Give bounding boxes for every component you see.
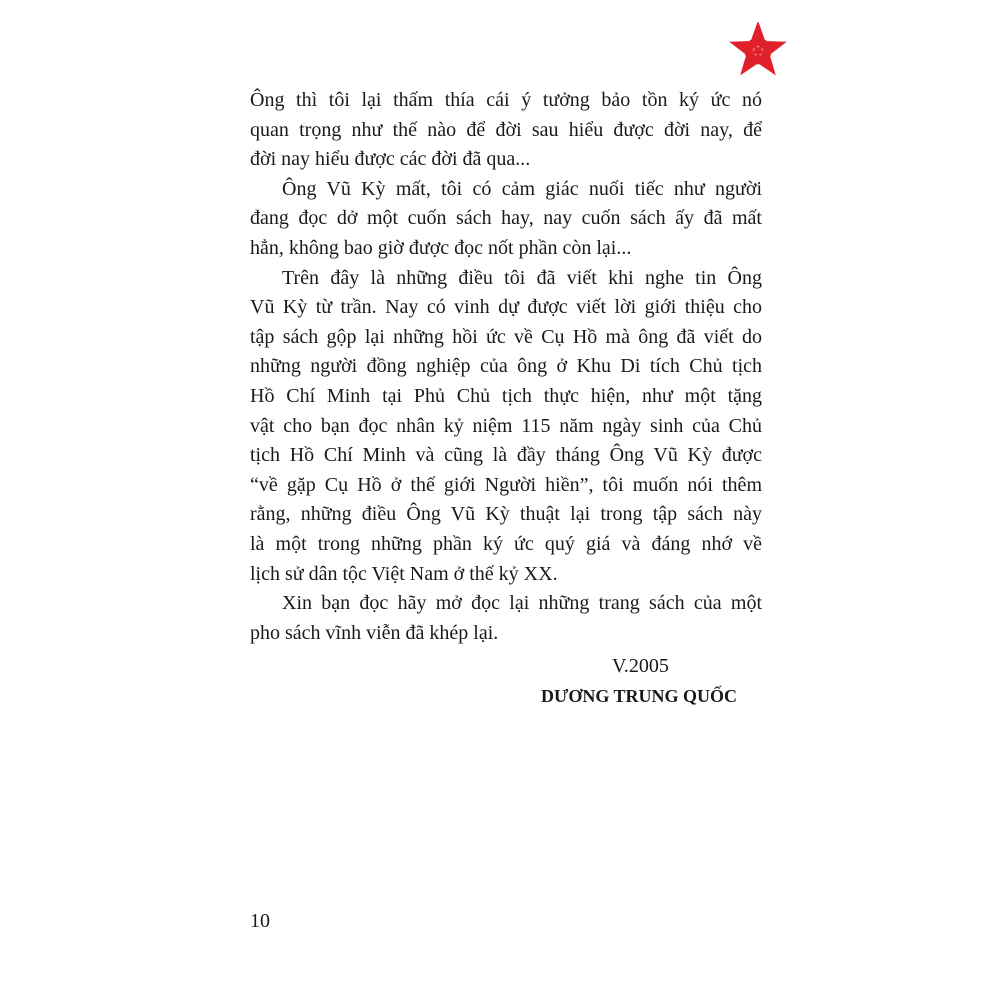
text-line: Ông Vũ Kỳ mất, tôi có cảm giác nuối tiếc như người bbox=[282, 177, 762, 200]
publisher-star-logo-icon bbox=[727, 22, 789, 80]
text-line: tập sách gộp lại những hồi ức về Cụ Hồ mà ông đã viết do bbox=[250, 325, 762, 348]
paragraph-3 bbox=[250, 264, 762, 590]
text-line: lịch sử dân tộc Việt Nam ở thế kỷ XX. bbox=[250, 562, 558, 585]
body-text bbox=[250, 86, 762, 648]
page-number: 10 bbox=[250, 910, 270, 932]
text-line: pho sách vĩnh viễn đã khép lại. bbox=[250, 621, 499, 644]
paragraph-2 bbox=[250, 175, 762, 264]
text-line: vật cho bạn đọc nhân kỷ niệm 115 năm ngày sinh của Chủ bbox=[250, 414, 762, 437]
text-line: đang đọc dở một cuốn sách hay, nay cuốn sách ấy đã mất bbox=[250, 207, 762, 230]
paragraph-1 bbox=[250, 86, 762, 175]
text-line: là một trong những phần ký ức quý giá và đáng nhớ về bbox=[250, 532, 762, 555]
paragraph-4 bbox=[250, 589, 762, 648]
text-line: tịch Hồ Chí Minh và cũng là đầy tháng Ông Vũ Kỳ được bbox=[250, 444, 762, 467]
text-line: Ông thì tôi lại thấm thía cái ý tưởng bảo tồn ký ức nó bbox=[250, 89, 762, 111]
text-line: Trên đây là những điều tôi đã viết khi nghe tin Ông bbox=[282, 266, 762, 289]
text-line: đời nay hiểu được các đời đã qua... bbox=[250, 148, 531, 171]
text-line: Hồ Chí Minh tại Phủ Chủ tịch thực hiện, như một tặng bbox=[250, 384, 762, 407]
text-line: rằng, những điều Ông Vũ Kỳ thuật lại trong tập sách này bbox=[250, 503, 762, 526]
signature-date: V.2005 bbox=[612, 655, 669, 677]
signature-author: DƯƠNG TRUNG QUỐC bbox=[541, 686, 738, 706]
text-line: quan trọng như thế nào để đời sau hiểu được đời nay, để bbox=[250, 118, 762, 141]
text-line: “về gặp Cụ Hồ ở thế giới Người hiền”, tôi muốn nói thêm bbox=[250, 473, 762, 496]
text-line: Vũ Kỳ từ trần. Nay có vinh dự được viết lời giới thiệu cho bbox=[250, 296, 762, 319]
text-line: những người đồng nghiệp của ông ở Khu Di tích Chủ tịch bbox=[250, 355, 762, 378]
text-line: Xin bạn đọc hãy mở đọc lại những trang sách của một bbox=[282, 592, 762, 615]
text-line: hẳn, không bao giờ được đọc nốt phần còn lại... bbox=[250, 236, 632, 259]
